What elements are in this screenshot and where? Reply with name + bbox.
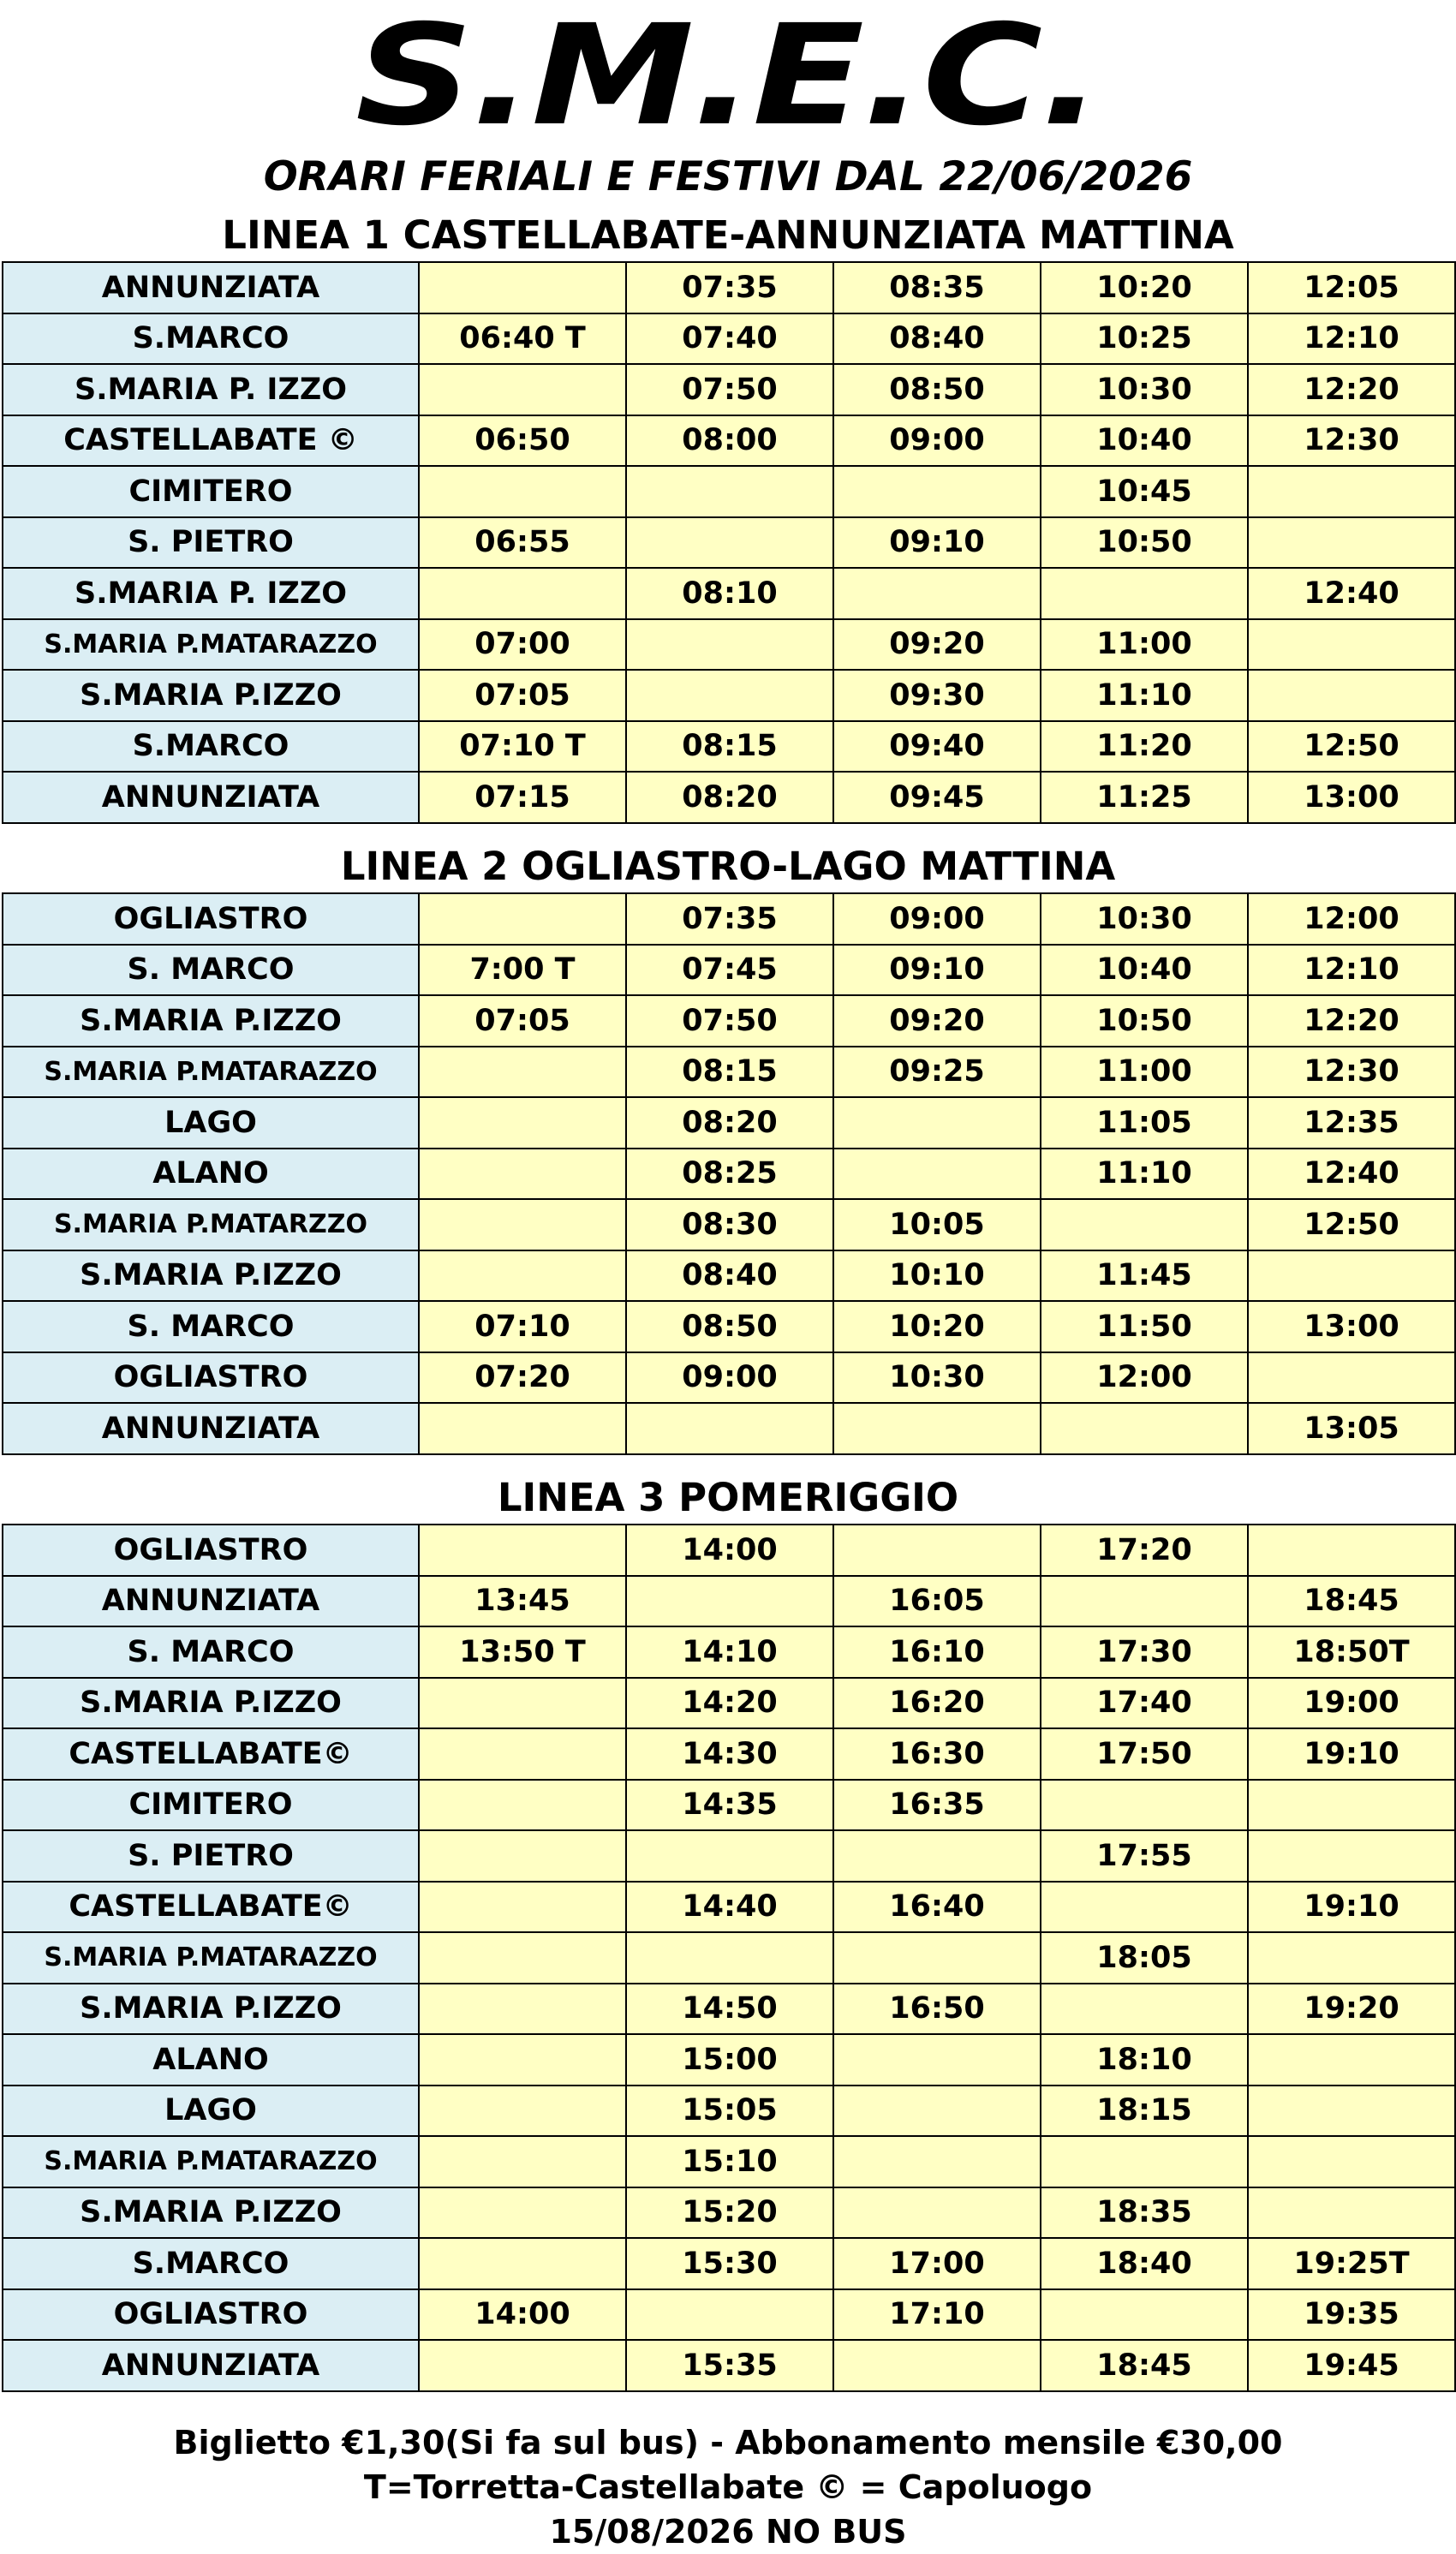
- departure-time: 10:05: [833, 1199, 1041, 1250]
- departure-time: 12:50: [1248, 1199, 1455, 1250]
- departure-time: 17:55: [1041, 1830, 1248, 1882]
- departure-time: 12:30: [1248, 415, 1455, 467]
- departure-time: 11:00: [1041, 619, 1248, 671]
- departure-time: 18:50T: [1248, 1626, 1455, 1678]
- departure-time: [1248, 2187, 1455, 2239]
- stop-name: S. MARCO: [3, 1301, 419, 1352]
- departure-time: 16:05: [833, 1576, 1041, 1627]
- departure-time: 08:20: [626, 772, 833, 823]
- departure-time: [419, 1199, 626, 1250]
- departure-time: 10:50: [1041, 995, 1248, 1047]
- departure-time: [1041, 1576, 1248, 1627]
- departure-time: 08:50: [833, 364, 1041, 415]
- departure-time: [1248, 1830, 1455, 1882]
- stop-name: CASTELLABATE ©: [3, 415, 419, 467]
- table-row: [3, 619, 1455, 671]
- table-row: [3, 893, 1455, 945]
- departure-time: 09:20: [833, 995, 1041, 1047]
- table-row: [3, 772, 1455, 823]
- departure-time: [833, 2136, 1041, 2187]
- departure-time: 10:45: [1041, 466, 1248, 517]
- departure-time: 10:40: [1041, 945, 1248, 996]
- departure-time: 07:05: [419, 670, 626, 721]
- table-row: [3, 1525, 1455, 1576]
- stop-name: S.MARIA P. IZZO: [3, 364, 419, 415]
- departure-time: 10:40: [1041, 415, 1248, 467]
- departure-time: [1248, 1352, 1455, 1404]
- departure-time: 07:10: [419, 1301, 626, 1352]
- departure-time: 14:00: [419, 2289, 626, 2341]
- departure-time: 18:10: [1041, 2034, 1248, 2086]
- departure-time: [833, 1149, 1041, 1200]
- departure-time: 12:05: [1248, 262, 1455, 313]
- departure-time: [419, 2187, 626, 2239]
- stop-name: ANNUNZIATA: [3, 1403, 419, 1454]
- departure-time: 08:00: [626, 415, 833, 467]
- departure-time: 10:20: [1041, 262, 1248, 313]
- departure-time: 17:50: [1041, 1728, 1248, 1780]
- departure-time: 09:45: [833, 772, 1041, 823]
- table-row: [3, 2340, 1455, 2391]
- departure-time: [419, 1932, 626, 1984]
- departure-time: [419, 364, 626, 415]
- departure-time: [419, 1780, 626, 1831]
- departure-time: [833, 2086, 1041, 2137]
- departure-time: 19:10: [1248, 1728, 1455, 1780]
- departure-time: [626, 466, 833, 517]
- departure-time: 19:10: [1248, 1882, 1455, 1933]
- stop-name: S. MARCO: [3, 945, 419, 996]
- departure-time: [626, 517, 833, 569]
- departure-time: 19:00: [1248, 1678, 1455, 1729]
- departure-time: 12:35: [1248, 1097, 1455, 1149]
- stop-name: S.MARIA P.MATARAZZO: [3, 1047, 419, 1098]
- stop-name: OGLIASTRO: [3, 893, 419, 945]
- departure-time: 12:40: [1248, 1149, 1455, 1200]
- departure-time: 16:35: [833, 1780, 1041, 1831]
- departure-time: [833, 2187, 1041, 2239]
- departure-time: [419, 1250, 626, 1302]
- departure-time: 12:20: [1248, 364, 1455, 415]
- departure-time: [833, 1097, 1041, 1149]
- table-row: [3, 721, 1455, 773]
- departure-time: 09:10: [833, 517, 1041, 569]
- table-row: [3, 1932, 1455, 1984]
- departure-time: 19:35: [1248, 2289, 1455, 2341]
- departure-time: 09:00: [833, 415, 1041, 467]
- departure-time: [626, 1403, 833, 1454]
- table-row: [3, 1047, 1455, 1098]
- stop-name: S. MARCO: [3, 1626, 419, 1678]
- departure-time: [1041, 2289, 1248, 2341]
- departure-time: 14:50: [626, 1984, 833, 2035]
- departure-time: 18:45: [1248, 1576, 1455, 1627]
- departure-time: [419, 1403, 626, 1454]
- departure-time: [626, 1576, 833, 1627]
- departure-time: [626, 670, 833, 721]
- departure-time: 07:50: [626, 364, 833, 415]
- departure-time: [419, 2034, 626, 2086]
- departure-time: 18:40: [1041, 2238, 1248, 2289]
- ticket-info: Biglietto €1,30(Si fa sul bus) - Abbonamento mensile €30,00: [173, 2424, 1283, 2462]
- departure-time: 10:25: [1041, 313, 1248, 365]
- stop-name: S. PIETRO: [3, 1830, 419, 1882]
- table-row: [3, 1984, 1455, 2035]
- stop-name: CIMITERO: [3, 466, 419, 517]
- departure-time: [419, 1047, 626, 1098]
- departure-time: [419, 262, 626, 313]
- departure-time: 11:10: [1041, 1149, 1248, 1200]
- stop-name: CASTELLABATE©: [3, 1728, 419, 1780]
- departure-time: [1248, 2086, 1455, 2137]
- line-2-table: [2, 892, 1456, 1455]
- departure-time: [1041, 1882, 1248, 1933]
- departure-time: 17:10: [833, 2289, 1041, 2341]
- stop-name: S.MARCO: [3, 721, 419, 773]
- departure-time: 13:50 T: [419, 1626, 626, 1678]
- departure-time: 12:50: [1248, 721, 1455, 773]
- departure-time: [1248, 619, 1455, 671]
- departure-time: 07:20: [419, 1352, 626, 1404]
- departure-time: 11:45: [1041, 1250, 1248, 1302]
- departure-time: 07:35: [626, 893, 833, 945]
- departure-time: 15:00: [626, 2034, 833, 2086]
- departure-time: 06:50: [419, 415, 626, 467]
- departure-time: [419, 1882, 626, 1933]
- departure-time: 08:35: [833, 262, 1041, 313]
- departure-time: [1041, 1403, 1248, 1454]
- table-row: [3, 1352, 1455, 1404]
- departure-time: 06:55: [419, 517, 626, 569]
- departure-time: 12:10: [1248, 313, 1455, 365]
- line-3-title: LINEA 3 POMERIGGIO: [497, 1475, 959, 1520]
- table-row: [3, 1250, 1455, 1302]
- departure-time: 11:20: [1041, 721, 1248, 773]
- departure-time: 13:00: [1248, 772, 1455, 823]
- departure-time: 14:00: [626, 1525, 833, 1576]
- departure-time: 16:50: [833, 1984, 1041, 2035]
- departure-time: 10:20: [833, 1301, 1041, 1352]
- stop-name: S. PIETRO: [3, 517, 419, 569]
- departure-time: 11:10: [1041, 670, 1248, 721]
- stop-name: ANNUNZIATA: [3, 2340, 419, 2391]
- stop-name: OGLIASTRO: [3, 2289, 419, 2341]
- no-bus-notice: 15/08/2026 NO BUS: [549, 2513, 907, 2551]
- departure-time: 08:15: [626, 721, 833, 773]
- table-row: [3, 995, 1455, 1047]
- schedule-subtitle: ORARI FERIALI E FESTIVI DAL 22/06/2026: [263, 153, 1193, 200]
- departure-time: [419, 1830, 626, 1882]
- stop-name: ALANO: [3, 1149, 419, 1200]
- stop-name: ANNUNZIATA: [3, 262, 419, 313]
- stop-name: S.MARIA P.IZZO: [3, 1250, 419, 1302]
- departure-time: [626, 2289, 833, 2341]
- departure-time: 15:05: [626, 2086, 833, 2137]
- departure-time: 19:45: [1248, 2340, 1455, 2391]
- departure-time: [833, 1525, 1041, 1576]
- stop-name: ALANO: [3, 2034, 419, 2086]
- departure-time: 10:10: [833, 1250, 1041, 1302]
- departure-time: 11:00: [1041, 1047, 1248, 1098]
- stop-name: OGLIASTRO: [3, 1352, 419, 1404]
- departure-time: 07:00: [419, 619, 626, 671]
- stop-name: S.MARIA P.MATARAZZO: [3, 2136, 419, 2187]
- departure-time: 12:40: [1248, 568, 1455, 619]
- table-row: [3, 1149, 1455, 1200]
- departure-time: 06:40 T: [419, 313, 626, 365]
- table-row: [3, 2034, 1455, 2086]
- stop-name: S.MARIA P.IZZO: [3, 670, 419, 721]
- table-row: [3, 364, 1455, 415]
- stop-name: S.MARIA P.IZZO: [3, 1678, 419, 1729]
- departure-time: [419, 568, 626, 619]
- stop-name: S.MARIA P.MATARZZO: [3, 1199, 419, 1250]
- table-row: [3, 1678, 1455, 1729]
- table-row: [3, 1301, 1455, 1352]
- departure-time: [419, 1097, 626, 1149]
- departure-time: [419, 2340, 626, 2391]
- departure-time: 10:30: [1041, 893, 1248, 945]
- stop-name: S.MARIA P.IZZO: [3, 2187, 419, 2239]
- departure-time: [833, 1403, 1041, 1454]
- stop-name: S.MARIA P.MATARAZZO: [3, 1932, 419, 1984]
- stop-name: S.MARIA P.MATARAZZO: [3, 619, 419, 671]
- departure-time: 10:50: [1041, 517, 1248, 569]
- table-row: [3, 1403, 1455, 1454]
- departure-time: [833, 2340, 1041, 2391]
- departure-time: [1248, 1932, 1455, 1984]
- departure-time: 11:50: [1041, 1301, 1248, 1352]
- departure-time: [419, 2136, 626, 2187]
- table-row: [3, 1728, 1455, 1780]
- departure-time: [419, 1678, 626, 1729]
- departure-time: 17:00: [833, 2238, 1041, 2289]
- table-row: [3, 670, 1455, 721]
- departure-time: 14:35: [626, 1780, 833, 1831]
- departure-time: 12:00: [1248, 893, 1455, 945]
- departure-time: 09:10: [833, 945, 1041, 996]
- line-1-table: [2, 261, 1456, 824]
- stop-name: LAGO: [3, 2086, 419, 2137]
- departure-time: 17:40: [1041, 1678, 1248, 1729]
- table-row: [3, 415, 1455, 467]
- stop-name: ANNUNZIATA: [3, 772, 419, 823]
- departure-time: 11:05: [1041, 1097, 1248, 1149]
- company-logo: S.M.E.C.: [355, 0, 1101, 157]
- table-row: [3, 945, 1455, 996]
- departure-time: [626, 1932, 833, 1984]
- departure-time: [833, 2034, 1041, 2086]
- stop-name: OGLIASTRO: [3, 1525, 419, 1576]
- departure-time: 14:20: [626, 1678, 833, 1729]
- stop-name: CIMITERO: [3, 1780, 419, 1831]
- departure-time: 07:50: [626, 995, 833, 1047]
- departure-time: 16:30: [833, 1728, 1041, 1780]
- departure-time: 18:15: [1041, 2086, 1248, 2137]
- departure-time: 15:10: [626, 2136, 833, 2187]
- departure-time: 15:20: [626, 2187, 833, 2239]
- departure-time: 16:20: [833, 1678, 1041, 1729]
- departure-time: 18:45: [1041, 2340, 1248, 2391]
- line-3-table: [2, 1524, 1456, 2392]
- stop-name: S.MARCO: [3, 313, 419, 365]
- table-row: [3, 313, 1455, 365]
- departure-time: 09:00: [626, 1352, 833, 1404]
- departure-time: 18:05: [1041, 1932, 1248, 1984]
- departure-time: 17:20: [1041, 1525, 1248, 1576]
- table-row: [3, 2086, 1455, 2137]
- departure-time: [833, 1830, 1041, 1882]
- departure-time: [419, 1525, 626, 1576]
- departure-time: [1248, 1250, 1455, 1302]
- departure-time: [419, 1149, 626, 1200]
- table-row: [3, 1576, 1455, 1627]
- departure-time: 19:25T: [1248, 2238, 1455, 2289]
- table-row: [3, 1199, 1455, 1250]
- stop-name: LAGO: [3, 1097, 419, 1149]
- departure-time: [1248, 517, 1455, 569]
- departure-time: 11:25: [1041, 772, 1248, 823]
- table-row: [3, 1830, 1455, 1882]
- line-2-title: LINEA 2 OGLIASTRO-LAGO MATTINA: [340, 844, 1116, 889]
- departure-time: [1041, 568, 1248, 619]
- departure-time: 14:40: [626, 1882, 833, 1933]
- table-row: [3, 466, 1455, 517]
- departure-time: [1248, 466, 1455, 517]
- departure-time: 07:35: [626, 262, 833, 313]
- departure-time: 09:30: [833, 670, 1041, 721]
- table-row: [3, 262, 1455, 313]
- departure-time: [419, 1984, 626, 2035]
- departure-time: [1041, 1199, 1248, 1250]
- legend-info: T=Torretta-Castellabate © = Capoluogo: [363, 2468, 1093, 2506]
- departure-time: [833, 1932, 1041, 1984]
- departure-time: 09:40: [833, 721, 1041, 773]
- table-row: [3, 2136, 1455, 2187]
- table-row: [3, 2289, 1455, 2341]
- line-1-title: LINEA 1 CASTELLABATE-ANNUNZIATA MATTINA: [222, 212, 1234, 258]
- table-row: [3, 1882, 1455, 1933]
- departure-time: 07:05: [419, 995, 626, 1047]
- table-row: [3, 2187, 1455, 2239]
- departure-time: [833, 568, 1041, 619]
- stop-name: S.MARIA P.IZZO: [3, 995, 419, 1047]
- departure-time: 12:10: [1248, 945, 1455, 996]
- departure-time: [626, 619, 833, 671]
- departure-time: 13:45: [419, 1576, 626, 1627]
- departure-time: 16:40: [833, 1882, 1041, 1933]
- departure-time: 10:30: [833, 1352, 1041, 1404]
- departure-time: [1248, 1780, 1455, 1831]
- departure-time: [1041, 2136, 1248, 2187]
- departure-time: [419, 466, 626, 517]
- departure-time: [626, 1830, 833, 1882]
- departure-time: 19:20: [1248, 1984, 1455, 2035]
- departure-time: 16:10: [833, 1626, 1041, 1678]
- departure-time: [419, 2086, 626, 2137]
- departure-time: 17:30: [1041, 1626, 1248, 1678]
- departure-time: 12:20: [1248, 995, 1455, 1047]
- table-row: [3, 568, 1455, 619]
- departure-time: 09:25: [833, 1047, 1041, 1098]
- departure-time: [419, 1728, 626, 1780]
- stop-name: S.MARIA P. IZZO: [3, 568, 419, 619]
- departure-time: 08:30: [626, 1199, 833, 1250]
- departure-time: 12:30: [1248, 1047, 1455, 1098]
- departure-time: 07:15: [419, 772, 626, 823]
- departure-time: 09:00: [833, 893, 1041, 945]
- departure-time: [833, 466, 1041, 517]
- departure-time: [1248, 2136, 1455, 2187]
- departure-time: [1041, 1984, 1248, 2035]
- stop-name: CASTELLABATE©: [3, 1882, 419, 1933]
- departure-time: 18:35: [1041, 2187, 1248, 2239]
- departure-time: 15:30: [626, 2238, 833, 2289]
- table-row: [3, 2238, 1455, 2289]
- table-row: [3, 517, 1455, 569]
- table-row: [3, 1626, 1455, 1678]
- table-row: [3, 1097, 1455, 1149]
- stop-name: S.MARIA P.IZZO: [3, 1984, 419, 2035]
- departure-time: 07:45: [626, 945, 833, 996]
- departure-time: 08:10: [626, 568, 833, 619]
- departure-time: [1248, 1525, 1455, 1576]
- departure-time: 15:35: [626, 2340, 833, 2391]
- departure-time: [419, 893, 626, 945]
- departure-time: 08:50: [626, 1301, 833, 1352]
- departure-time: [419, 2238, 626, 2289]
- departure-time: 08:15: [626, 1047, 833, 1098]
- departure-time: 09:20: [833, 619, 1041, 671]
- departure-time: 08:40: [626, 1250, 833, 1302]
- departure-time: 12:00: [1041, 1352, 1248, 1404]
- departure-time: 08:20: [626, 1097, 833, 1149]
- departure-time: 10:30: [1041, 364, 1248, 415]
- departure-time: 14:30: [626, 1728, 833, 1780]
- departure-time: [1041, 1780, 1248, 1831]
- departure-time: 07:40: [626, 313, 833, 365]
- departure-time: 08:40: [833, 313, 1041, 365]
- stop-name: ANNUNZIATA: [3, 1576, 419, 1627]
- departure-time: 13:00: [1248, 1301, 1455, 1352]
- departure-time: 13:05: [1248, 1403, 1455, 1454]
- departure-time: 14:10: [626, 1626, 833, 1678]
- departure-time: 7:00 T: [419, 945, 626, 996]
- table-row: [3, 1780, 1455, 1831]
- departure-time: [1248, 670, 1455, 721]
- departure-time: [1248, 2034, 1455, 2086]
- stop-name: S.MARCO: [3, 2238, 419, 2289]
- departure-time: 08:25: [626, 1149, 833, 1200]
- departure-time: 07:10 T: [419, 721, 626, 773]
